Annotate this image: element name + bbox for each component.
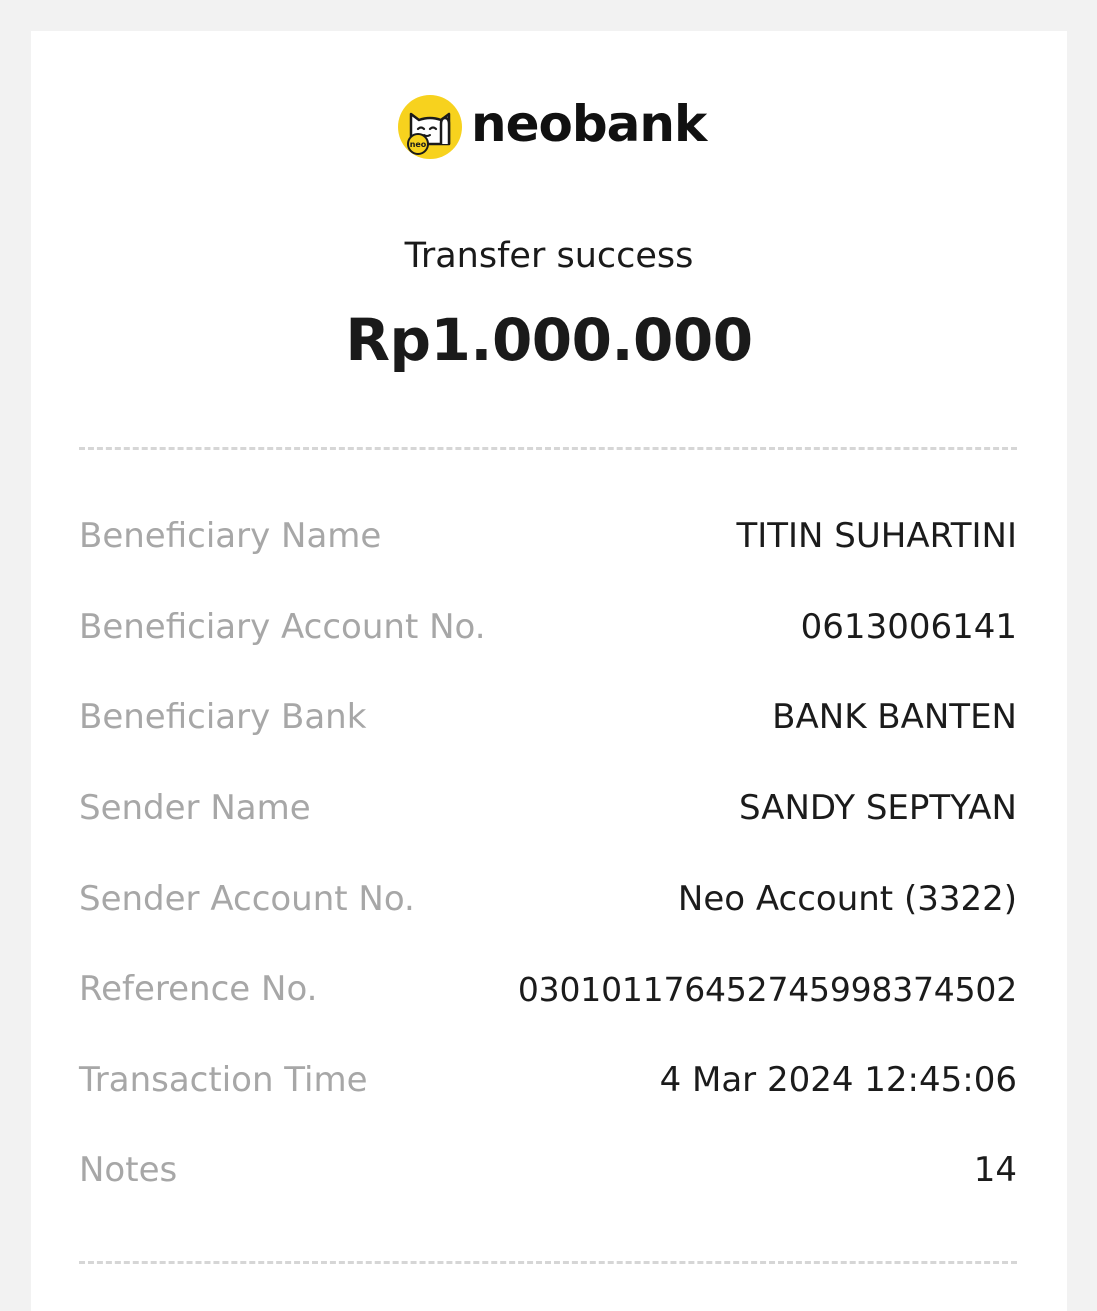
detail-label: Sender Name bbox=[79, 788, 311, 829]
detail-label: Transaction Time bbox=[79, 1059, 368, 1100]
neobank-cat-logo-icon bbox=[397, 94, 463, 160]
detail-label: Beneficiary Account No. bbox=[79, 606, 486, 647]
detail-label: Notes bbox=[79, 1150, 178, 1191]
detail-label: Beneficiary Bank bbox=[79, 697, 367, 738]
detail-value: 030101176452745998374502 bbox=[517, 969, 1017, 1009]
dashed-divider-top bbox=[79, 447, 1017, 450]
detail-value: 14 bbox=[973, 1150, 1017, 1191]
transfer-details-list bbox=[79, 491, 1017, 1216]
detail-row-reference-no bbox=[79, 944, 1017, 1035]
detail-row-beneficiary-bank bbox=[79, 672, 1017, 763]
dashed-divider-bottom bbox=[79, 1261, 1017, 1264]
detail-value: 0613006141 bbox=[800, 606, 1017, 647]
detail-row-notes bbox=[79, 1125, 1017, 1216]
detail-label: Reference No. bbox=[79, 969, 318, 1010]
detail-row-sender-name bbox=[79, 763, 1017, 854]
detail-value: TITIN SUHARTINI bbox=[736, 516, 1017, 557]
detail-value: BANK BANTEN bbox=[772, 697, 1017, 738]
brand-name: neobank bbox=[471, 95, 707, 153]
transfer-status-title: Transfer success bbox=[404, 236, 694, 276]
detail-value: 4 Mar 2024 12:45:06 bbox=[659, 1059, 1017, 1100]
receipt-card bbox=[31, 31, 1067, 1311]
neobank-logo bbox=[397, 91, 707, 163]
detail-row-transaction-time bbox=[79, 1035, 1017, 1126]
detail-label: Beneficiary Name bbox=[79, 516, 382, 557]
logo-coin-text: neo bbox=[409, 140, 427, 149]
detail-row-beneficiary-account bbox=[79, 582, 1017, 673]
detail-label: Sender Account No. bbox=[79, 878, 415, 919]
detail-value: SANDY SEPTYAN bbox=[739, 788, 1017, 829]
detail-row-beneficiary-name bbox=[79, 491, 1017, 582]
detail-row-sender-account bbox=[79, 853, 1017, 944]
transfer-amount: Rp1.000.000 bbox=[345, 306, 753, 374]
detail-value: Neo Account (3322) bbox=[677, 878, 1017, 919]
